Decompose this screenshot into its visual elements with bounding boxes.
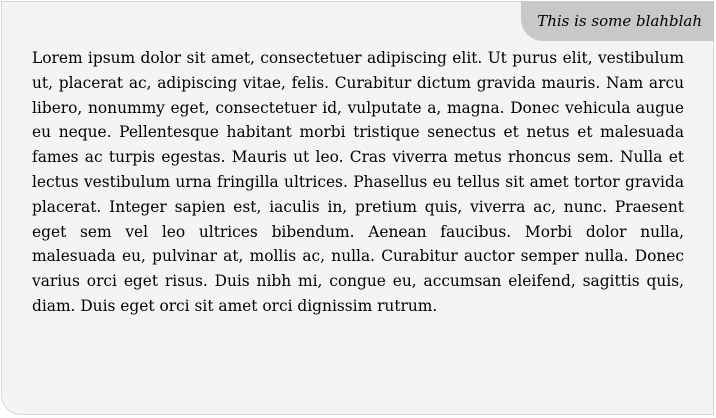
text-box bbox=[1, 1, 714, 415]
box-title: This is some blahblah bbox=[521, 1, 714, 41]
box-body-text: Lorem ipsum dolor sit amet, consectetuer adipiscing elit. Ut purus elit, vestibulum ut, placerat ac, adipiscing vitae, felis. Curabitur dictum gravida mauris. Nam arcu libero, nonummy eget, consectetuer id, vulputate a, magna. Donec vehicula augue eu neque. Pellentesque habitant morbi tristique senectus et netus et malesuada fames ac turpis egestas. Mauris ut leo. Cras viverra metus rhoncus sem. Nulla et lectus vestibulum urna fringilla ultrices. Phasellus eu tellus sit amet tortor gravida placerat. Integer sapien est, iaculis in, pretium quis, viverra ac, nunc. Praesent eget sem vel leo ultrices bibendum. Aenean faucibus. Morbi dolor nulla, malesuada eu, pulvinar at, mollis ac, nulla. Curabitur auctor semper nulla. Donec varius orci eget risus. Duis nibh mi, congue eu, accumsan eleifend, sagittis quis, diam. Duis eget orci sit amet orci dignissim rutrum. bbox=[32, 49, 684, 315]
